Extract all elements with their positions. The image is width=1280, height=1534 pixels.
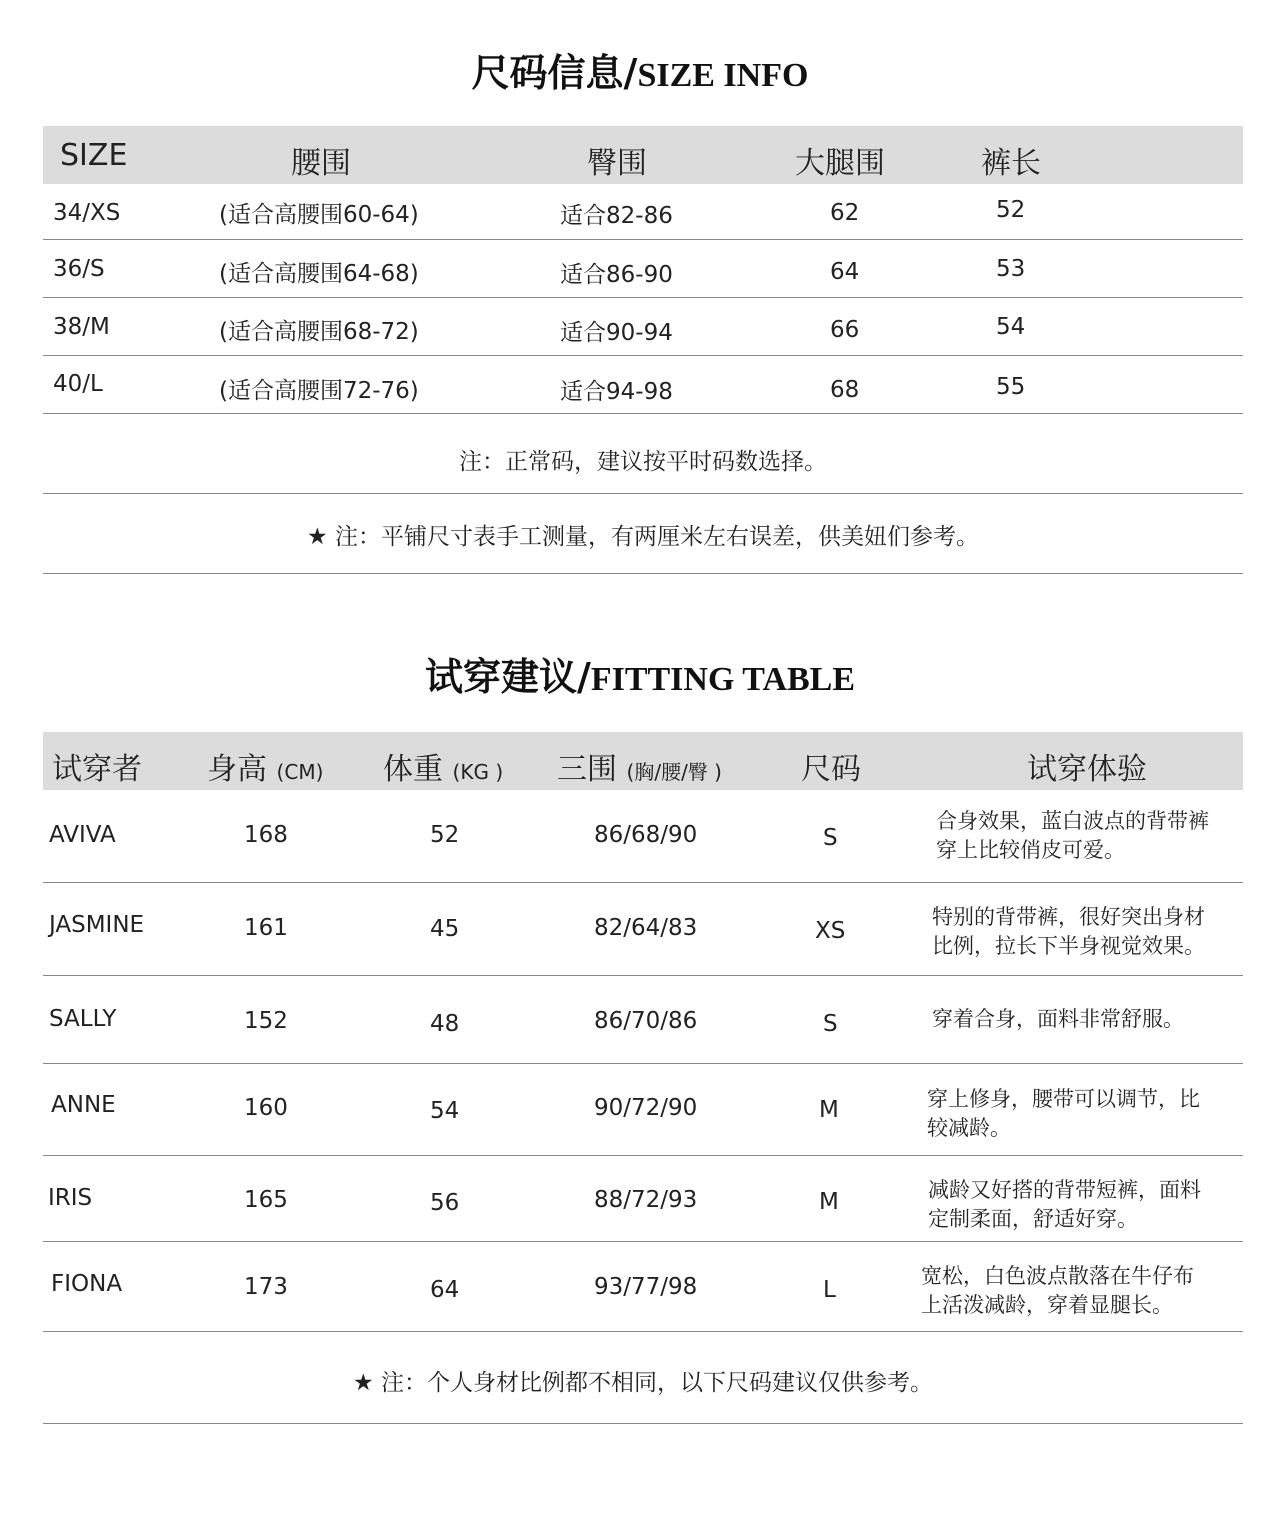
table-row-thigh: 68 <box>830 377 860 403</box>
note-divider <box>43 573 1243 574</box>
table-row-weight: 45 <box>430 916 460 942</box>
row-divider <box>43 239 1243 240</box>
table-row-name: FIONA <box>51 1271 123 1297</box>
row-divider <box>43 297 1243 298</box>
fit-header-size: 尺码 <box>801 752 861 787</box>
table-row-size: L <box>823 1277 836 1303</box>
table-row-waist: (适合高腰围72-76) <box>219 378 419 404</box>
experience-line-2: 穿上比较俏皮可爱。 <box>936 838 1125 862</box>
experience-line-1: 宽松，白色波点散落在牛仔布 <box>921 1264 1194 1288</box>
table-row-waist: (适合高腰围68-72) <box>219 319 419 345</box>
row-divider <box>43 355 1243 356</box>
table-row-height: 160 <box>244 1095 288 1121</box>
fit-header-height-unit: (CM) <box>276 760 324 784</box>
row-divider <box>43 413 1243 414</box>
table-row-hip: 适合86-90 <box>560 262 673 288</box>
fit-header-tester: 试穿者 <box>52 752 142 787</box>
fit-header-weight-unit: (KG ) <box>452 760 504 784</box>
table-row-experience <box>928 1176 1248 1234</box>
table-row-name: SALLY <box>49 1006 117 1032</box>
size-header-hip: 臀围 <box>587 146 647 181</box>
size-header-thigh: 大腿围 <box>795 146 885 181</box>
table-row-measurements: 93/77/98 <box>594 1274 698 1300</box>
fit-header-weight-label: 体重 <box>383 752 443 787</box>
fit-header-measurements <box>557 744 722 788</box>
table-row-thigh: 64 <box>830 259 860 285</box>
measurement-note: ★ 注：平铺尺寸表手工测量，有两厘米左右误差，供美妞们参考。 <box>307 524 979 550</box>
size-info-title <box>0 42 1280 97</box>
fit-header-height-label: 身高 <box>207 752 267 787</box>
table-row-name: JASMINE <box>49 912 145 938</box>
fit-header-height <box>207 744 323 788</box>
table-row-size: S <box>823 825 838 851</box>
table-row-size: XS <box>815 918 846 944</box>
table-row-thigh: 62 <box>830 200 860 226</box>
table-row-thigh: 66 <box>830 317 860 343</box>
experience-line-2: 比例，拉长下半身视觉效果。 <box>932 934 1205 958</box>
table-row-height: 152 <box>244 1008 288 1034</box>
table-row-experience <box>927 1085 1247 1143</box>
table-row-waist: (适合高腰围64-68) <box>219 261 419 287</box>
row-divider <box>43 1063 1243 1064</box>
fit-header-experience: 试穿体验 <box>1027 752 1147 787</box>
table-row-size: 36/S <box>53 256 105 282</box>
experience-line-2: 上活泼减龄，穿着显腿长。 <box>921 1293 1173 1317</box>
table-row-size: 34/XS <box>53 200 121 226</box>
table-row-hip: 适合90-94 <box>560 320 673 346</box>
experience-line-1: 穿着合身，面料非常舒服。 <box>932 1007 1184 1031</box>
table-row-length: 53 <box>996 256 1026 282</box>
table-row-measurements: 90/72/90 <box>594 1095 698 1121</box>
fit-header-measurements-unit: (胸/腰/臀 ) <box>626 760 722 784</box>
table-row-experience <box>921 1262 1241 1320</box>
size-header-size: SIZE <box>60 138 128 173</box>
table-row-hip: 适合82-86 <box>560 203 673 229</box>
experience-line-2: 较减龄。 <box>927 1116 1011 1140</box>
table-row-length: 52 <box>996 197 1026 223</box>
size-info-title-en: SIZE INFO <box>637 57 809 94</box>
fitting-note: ★ 注：个人身材比例都不相同，以下尺码建议仅供参考。 <box>353 1370 933 1396</box>
row-divider <box>43 1241 1243 1242</box>
fitting-title-cn: 试穿建议/ <box>424 655 591 699</box>
table-row-experience <box>932 903 1252 961</box>
table-row-size: M <box>819 1097 839 1123</box>
note-divider <box>43 493 1243 494</box>
table-row-weight: 64 <box>430 1277 460 1303</box>
table-row-height: 173 <box>244 1274 288 1300</box>
fit-header-measurements-label: 三围 <box>557 752 617 787</box>
experience-line-2: 定制柔面，舒适好穿。 <box>928 1207 1138 1231</box>
size-info-title-cn: 尺码信息/ <box>471 51 638 95</box>
table-row-measurements: 88/72/93 <box>594 1187 698 1213</box>
table-row-hip: 适合94-98 <box>560 379 673 405</box>
table-row-name: AVIVA <box>49 822 116 848</box>
fit-header-weight <box>383 744 503 788</box>
table-row-size: S <box>823 1011 838 1037</box>
table-row-weight: 48 <box>430 1011 460 1037</box>
experience-line-1: 穿上修身，腰带可以调节，比 <box>927 1087 1200 1111</box>
table-row-size: 40/L <box>53 371 103 397</box>
row-divider <box>43 1331 1243 1332</box>
table-row-measurements: 82/64/83 <box>594 915 698 941</box>
experience-line-1: 特别的背带裤，很好突出身材 <box>932 905 1205 929</box>
table-row-height: 161 <box>244 915 288 941</box>
table-row-measurements: 86/70/86 <box>594 1008 698 1034</box>
table-row-weight: 56 <box>430 1190 460 1216</box>
experience-line-1: 合身效果，蓝白波点的背带裤 <box>936 809 1209 833</box>
size-header-waist: 腰围 <box>291 146 351 181</box>
table-row-size: M <box>819 1189 839 1215</box>
table-row-weight: 54 <box>430 1098 460 1124</box>
note-divider <box>43 1423 1243 1424</box>
table-row-weight: 52 <box>430 822 460 848</box>
row-divider <box>43 882 1243 883</box>
fitting-title <box>0 646 1280 701</box>
table-row-measurements: 86/68/90 <box>594 822 698 848</box>
table-row-experience <box>936 807 1256 865</box>
table-row-name: IRIS <box>48 1185 93 1211</box>
table-row-length: 54 <box>996 314 1026 340</box>
experience-line-1: 减龄又好搭的背带短裤，面料 <box>928 1178 1201 1202</box>
table-row-height: 165 <box>244 1187 288 1213</box>
table-row-height: 168 <box>244 822 288 848</box>
table-row-length: 55 <box>996 374 1026 400</box>
table-row-name: ANNE <box>51 1092 116 1118</box>
fitting-title-en: FITTING TABLE <box>590 661 856 698</box>
row-divider <box>43 975 1243 976</box>
table-row-experience <box>932 1005 1252 1034</box>
table-row-size: 38/M <box>53 314 110 340</box>
table-row-waist: (适合高腰围60-64) <box>219 202 419 228</box>
size-header-length: 裤长 <box>981 146 1041 181</box>
size-note: 注：正常码，建议按平时码数选择。 <box>459 449 827 475</box>
row-divider <box>43 1155 1243 1156</box>
